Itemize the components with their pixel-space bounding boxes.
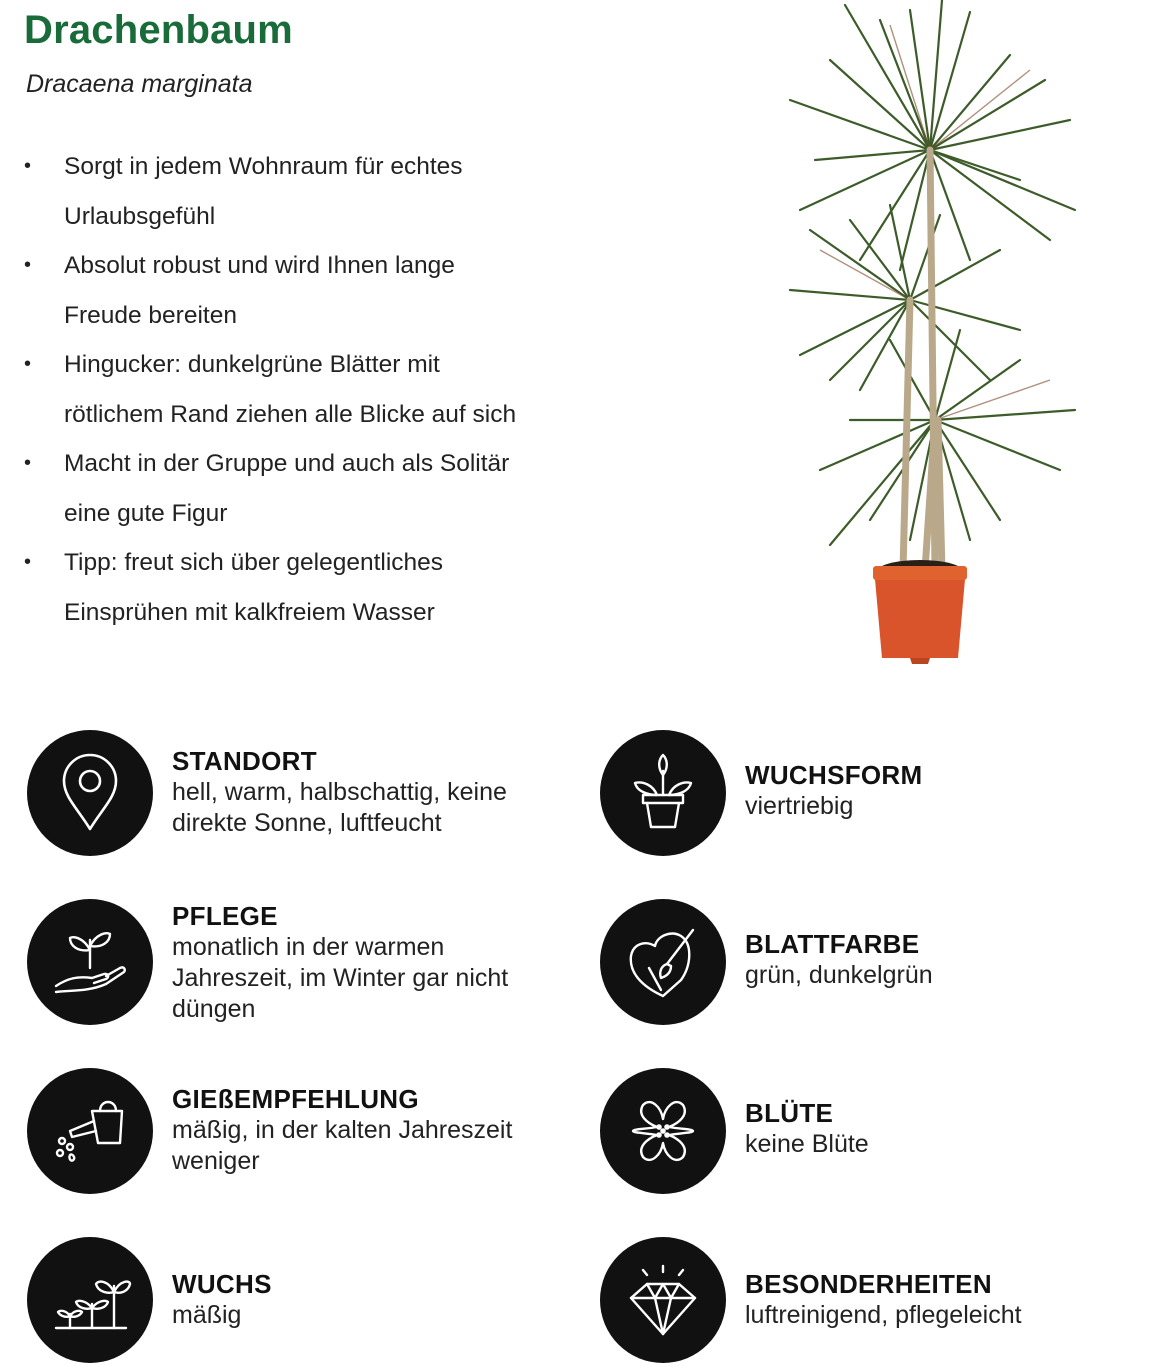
- feature-line: weniger: [172, 1147, 260, 1175]
- feature-line: keine Blüte: [745, 1130, 869, 1158]
- hand-seedling-icon: [27, 899, 153, 1025]
- plant-pot: [874, 568, 966, 658]
- bullet-line: Absolut robust und wird Ihnen lange: [64, 252, 455, 279]
- feature-heading: BLATTFARBE: [745, 929, 920, 959]
- growing-plants-icon: [27, 1237, 153, 1363]
- feature-line: viertriebig: [745, 792, 854, 820]
- location-pin-icon: [27, 730, 153, 856]
- feature-heading: PFLEGE: [172, 901, 278, 931]
- bullet-item: [24, 538, 584, 637]
- leaf-brush-icon: [600, 899, 726, 1025]
- bullet-line: Urlaubsgefühl: [64, 202, 216, 230]
- bullet-dot-icon: •: [24, 353, 32, 375]
- botanical-name: Dracaena marginata: [26, 70, 253, 98]
- bullet-line: Freude bereiten: [64, 301, 237, 329]
- feature-heading: BLÜTE: [745, 1098, 834, 1128]
- watering-can-icon: [27, 1068, 153, 1194]
- feature-line: luftreinigend, pflegeleicht: [745, 1301, 1022, 1329]
- flower-icon: [600, 1068, 726, 1194]
- bullet-line: rötlichem Rand ziehen alle Blicke auf sich: [64, 400, 517, 428]
- plant-stems: [903, 150, 942, 570]
- bullet-item: [24, 142, 584, 241]
- bullet-item: [24, 340, 584, 439]
- bullet-item: [24, 241, 584, 340]
- product-title: Drachenbaum: [24, 8, 293, 52]
- feature-line: direkte Sonne, luftfeucht: [172, 809, 442, 837]
- bullet-dot-icon: •: [24, 551, 32, 573]
- feature-line: grün, dunkelgrün: [745, 961, 933, 989]
- bullet-line: Macht in der Gruppe und auch als Solitär: [64, 450, 510, 477]
- bullet-dot-icon: •: [24, 155, 32, 177]
- feature-heading: STANDORT: [172, 746, 317, 776]
- potted-plant-icon: [600, 730, 726, 856]
- feature-heading: BESONDERHEITEN: [745, 1269, 992, 1299]
- feature-heading: WUCHSFORM: [745, 760, 923, 790]
- bullet-line: Sorgt in jedem Wohnraum für echtes: [64, 153, 463, 180]
- feature-bullet-list: [24, 142, 584, 637]
- bullet-item: [24, 439, 584, 538]
- bullet-line: Tipp: freut sich über gelegentliches: [64, 549, 444, 576]
- diamond-icon: [600, 1237, 726, 1363]
- feature-heading: WUCHS: [172, 1269, 272, 1299]
- feature-line: mäßig: [172, 1301, 242, 1329]
- feature-line: hell, warm, halbschattig, keine: [172, 778, 507, 806]
- feature-line: monatlich in der warmen: [172, 933, 445, 961]
- bullet-dot-icon: •: [24, 452, 32, 474]
- bullet-line: Hingucker: dunkelgrüne Blätter mit: [64, 351, 440, 378]
- feature-line: Jahreszeit, im Winter gar nicht: [172, 964, 509, 992]
- bullet-line: eine gute Figur: [64, 499, 228, 527]
- bullet-dot-icon: •: [24, 254, 32, 276]
- feature-line: düngen: [172, 995, 256, 1023]
- bullet-line: Einsprühen mit kalkfreiem Wasser: [64, 598, 435, 626]
- feature-heading: GIEßEMPFEHLUNG: [172, 1084, 419, 1114]
- plant-image: [770, 0, 1090, 670]
- feature-line: mäßig, in der kalten Jahreszeit: [172, 1116, 513, 1144]
